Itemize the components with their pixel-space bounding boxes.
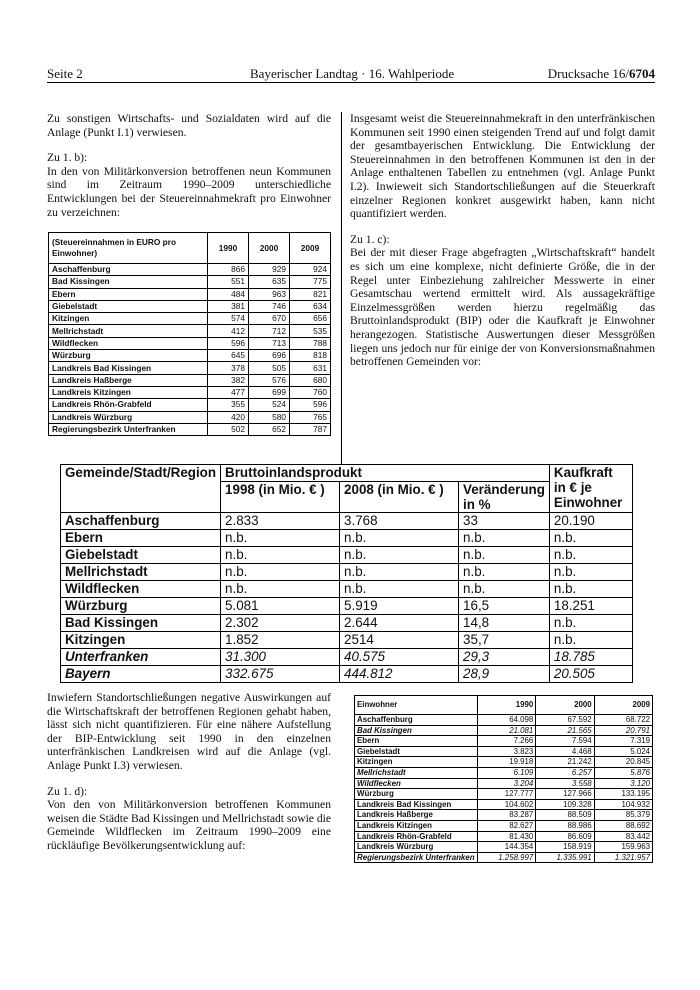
value-cell: 144.354 bbox=[478, 842, 536, 853]
row-label-cell: Kitzingen bbox=[61, 632, 221, 649]
value-cell: 699 bbox=[249, 386, 290, 398]
value-cell: n.b. bbox=[459, 530, 550, 547]
row-label-cell: Landkreis Bad Kissingen bbox=[49, 362, 208, 374]
table-row bbox=[61, 666, 633, 683]
value-cell: 1.321.957 bbox=[594, 852, 652, 863]
row-label-cell: Aschaffenburg bbox=[61, 513, 221, 530]
value-cell: 929 bbox=[249, 264, 290, 276]
value-cell: 16,5 bbox=[459, 598, 550, 615]
table-row bbox=[355, 842, 653, 853]
value-cell: 963 bbox=[249, 288, 290, 300]
section-heading: Zu 1. d): bbox=[47, 784, 88, 798]
value-cell: 696 bbox=[249, 350, 290, 362]
value-cell: n.b. bbox=[459, 564, 550, 581]
value-cell: 83.442 bbox=[594, 831, 652, 842]
value-cell: n.b. bbox=[549, 564, 632, 581]
value-cell: n.b. bbox=[459, 547, 550, 564]
value-cell: 85.379 bbox=[594, 810, 652, 821]
value-cell: 924 bbox=[290, 264, 331, 276]
value-cell: 86.609 bbox=[536, 831, 594, 842]
value-cell: 524 bbox=[249, 399, 290, 411]
value-cell: 5.024 bbox=[594, 746, 652, 757]
table-row bbox=[355, 746, 653, 757]
value-cell: 88.986 bbox=[536, 820, 594, 831]
table-header-cell: 1990 bbox=[478, 696, 536, 715]
value-cell: 444.812 bbox=[340, 666, 459, 683]
value-cell: n.b. bbox=[549, 547, 632, 564]
value-cell: 20.845 bbox=[594, 757, 652, 768]
value-cell: 378 bbox=[208, 362, 249, 374]
value-cell: n.b. bbox=[459, 581, 550, 598]
value-cell: n.b. bbox=[221, 547, 340, 564]
table-row bbox=[49, 264, 331, 276]
value-cell: n.b. bbox=[549, 632, 632, 649]
value-cell: n.b. bbox=[549, 581, 632, 598]
value-cell: 3.768 bbox=[340, 513, 459, 530]
table-header-row bbox=[355, 696, 653, 715]
value-cell: 535 bbox=[290, 325, 331, 337]
value-cell: 2.302 bbox=[221, 615, 340, 632]
table-row bbox=[49, 411, 331, 423]
value-cell: 4.468 bbox=[536, 746, 594, 757]
table-header-cell: Bruttoinlandsprodukt bbox=[221, 465, 550, 482]
row-label-cell: Bad Kissingen bbox=[355, 725, 478, 736]
table-row bbox=[49, 337, 331, 349]
table-row bbox=[355, 831, 653, 842]
table-row bbox=[355, 715, 653, 726]
value-cell: 788 bbox=[290, 337, 331, 349]
table-row bbox=[49, 399, 331, 411]
value-cell: 760 bbox=[290, 386, 331, 398]
value-cell: 83.287 bbox=[478, 810, 536, 821]
table-header-cell: 1990 bbox=[208, 233, 249, 264]
row-label-cell: Landkreis Haßberge bbox=[355, 810, 478, 821]
value-cell: 5.876 bbox=[594, 767, 652, 778]
value-cell: 67.592 bbox=[536, 715, 594, 726]
value-cell: 18.785 bbox=[549, 649, 632, 666]
table-header-cell: 2009 bbox=[594, 696, 652, 715]
value-cell: 645 bbox=[208, 350, 249, 362]
paragraph: Zu sonstigen Wirtschafts- und Sozialdaten wird auf die Anlage (Punkt I.1) verwiesen. bbox=[47, 112, 331, 139]
table-row bbox=[49, 386, 331, 398]
value-cell: 1.258.997 bbox=[478, 852, 536, 863]
table-row bbox=[61, 530, 633, 547]
value-cell: n.b. bbox=[549, 615, 632, 632]
value-cell: 656 bbox=[290, 313, 331, 325]
row-label-cell: Landkreis Würzburg bbox=[355, 842, 478, 853]
table-row bbox=[49, 300, 331, 312]
value-cell: 2.644 bbox=[340, 615, 459, 632]
value-cell: 20.505 bbox=[549, 666, 632, 683]
value-cell: 551 bbox=[208, 276, 249, 288]
table-row bbox=[49, 325, 331, 337]
value-cell: 14,8 bbox=[459, 615, 550, 632]
value-cell: n.b. bbox=[221, 581, 340, 598]
row-label-cell: Landkreis Kitzingen bbox=[355, 820, 478, 831]
row-label-cell: Unterfranken bbox=[61, 649, 221, 666]
value-cell: 332.675 bbox=[221, 666, 340, 683]
section-heading: Zu 1. c): bbox=[350, 232, 390, 246]
value-cell: 596 bbox=[290, 399, 331, 411]
table-row bbox=[355, 736, 653, 747]
value-cell: 631 bbox=[290, 362, 331, 374]
value-cell: 765 bbox=[290, 411, 331, 423]
table-header-cell: 1998 (in Mio. € ) bbox=[221, 482, 340, 513]
value-cell: 1.335.991 bbox=[536, 852, 594, 863]
value-cell: 18.251 bbox=[549, 598, 632, 615]
row-label-cell: Landkreis Bad Kissingen bbox=[355, 799, 478, 810]
value-cell: 7.266 bbox=[478, 736, 536, 747]
table-header-row bbox=[49, 233, 331, 264]
value-cell: n.b. bbox=[340, 530, 459, 547]
row-label-cell: Landkreis Haßberge bbox=[49, 374, 208, 386]
value-cell: 775 bbox=[290, 276, 331, 288]
value-cell: 381 bbox=[208, 300, 249, 312]
row-label-cell: Aschaffenburg bbox=[49, 264, 208, 276]
left-column bbox=[47, 112, 331, 231]
table-header-cell: Gemeinde/Stadt/Region bbox=[61, 465, 221, 513]
value-cell: 158.919 bbox=[536, 842, 594, 853]
value-cell: 680 bbox=[290, 374, 331, 386]
paragraph: Insgesamt weist die Steuereinnahmekraft in den unterfränkischen Kommunen seit 1990 einen steigenden Trend auf und folgt damit der gesamtbayerischen Entwicklung. Die Entwicklung der Steuereinnahmen in den betroffenen Kommunen ist den in der Anlage enthaltenen Tabellen zu entnehmen (vgl. Anlage Punkt I.2). Inwieweit sich Standortschließungen auf die Steuerkraft einzelner Regionen konkret ausgewirkt haben, kann nicht quantifiziert werden. bbox=[350, 112, 655, 221]
value-cell: 576 bbox=[249, 374, 290, 386]
value-cell: 104.932 bbox=[594, 799, 652, 810]
bottom-left-column bbox=[47, 691, 331, 865]
value-cell: 6.257 bbox=[536, 767, 594, 778]
value-cell: 159.963 bbox=[594, 842, 652, 853]
page-number: Seite 2 bbox=[47, 66, 83, 81]
gdp-table bbox=[60, 464, 633, 683]
row-label-cell: Würzburg bbox=[49, 350, 208, 362]
table-header-row bbox=[61, 465, 633, 482]
table-row bbox=[49, 350, 331, 362]
value-cell: 787 bbox=[290, 423, 331, 435]
row-label-cell: Bad Kissingen bbox=[49, 276, 208, 288]
value-cell: 712 bbox=[249, 325, 290, 337]
table-row bbox=[355, 778, 653, 789]
value-cell: 133.195 bbox=[594, 789, 652, 800]
table-header-cell: (Steuereinnahmen in EURO pro Einwohner) bbox=[49, 233, 208, 264]
value-cell: 127.777 bbox=[478, 789, 536, 800]
table-header-cell: 2000 bbox=[536, 696, 594, 715]
page-header bbox=[47, 66, 655, 83]
row-label-cell: Bayern bbox=[61, 666, 221, 683]
population-table bbox=[354, 695, 653, 863]
value-cell: 634 bbox=[290, 300, 331, 312]
table-row bbox=[355, 767, 653, 778]
row-label-cell: Ebern bbox=[49, 288, 208, 300]
table-header-cell: Kaufkraft in € je Einwohner bbox=[549, 465, 632, 513]
table-header-cell: 2008 (in Mio. € ) bbox=[340, 482, 459, 513]
value-cell: 104.602 bbox=[478, 799, 536, 810]
row-label-cell: Landkreis Rhön-Grabfeld bbox=[355, 831, 478, 842]
table-row bbox=[61, 632, 633, 649]
table-row bbox=[49, 423, 331, 435]
value-cell: 596 bbox=[208, 337, 249, 349]
row-label-cell: Bad Kissingen bbox=[61, 615, 221, 632]
section-heading: Zu 1. b): bbox=[47, 151, 88, 165]
value-cell: n.b. bbox=[549, 530, 632, 547]
table-row bbox=[49, 374, 331, 386]
value-cell: 82.627 bbox=[478, 820, 536, 831]
value-cell: 502 bbox=[208, 423, 249, 435]
value-cell: 88.509 bbox=[536, 810, 594, 821]
row-label-cell: Mellrichstadt bbox=[61, 564, 221, 581]
row-label-cell: Giebelstadt bbox=[49, 300, 208, 312]
row-label-cell: Mellrichstadt bbox=[49, 325, 208, 337]
value-cell: 505 bbox=[249, 362, 290, 374]
value-cell: n.b. bbox=[221, 564, 340, 581]
table-row bbox=[355, 757, 653, 768]
value-cell: 109.328 bbox=[536, 799, 594, 810]
value-cell: 81.430 bbox=[478, 831, 536, 842]
row-label-cell: Regierungsbezirk Unterfranken bbox=[355, 852, 478, 863]
table-row bbox=[49, 276, 331, 288]
value-cell: 21.081 bbox=[478, 725, 536, 736]
value-cell: 1.852 bbox=[221, 632, 340, 649]
row-label-cell: Ebern bbox=[355, 736, 478, 747]
value-cell: 818 bbox=[290, 350, 331, 362]
table-row bbox=[355, 820, 653, 831]
value-cell: 670 bbox=[249, 313, 290, 325]
row-label-cell: Landkreis Rhön-Grabfeld bbox=[49, 399, 208, 411]
table-row bbox=[49, 288, 331, 300]
value-cell: 40.575 bbox=[340, 649, 459, 666]
paragraph: Inwiefern Standortschließungen negative Auswirkungen auf die Wirtschaftskraft der betroffenen Regionen gehabt haben, lässt sich nicht quantifizieren. Für eine nähere Aufstellung der BIP-Entwicklung seit 1990 in den einzelnen unterfränkischen Landkreisen wird auf die Anlage (vgl. Anlage Punkt I.3) verwiesen. bbox=[47, 691, 331, 772]
table-row bbox=[49, 313, 331, 325]
table-row bbox=[355, 725, 653, 736]
value-cell: 866 bbox=[208, 264, 249, 276]
row-label-cell: Wildflecken bbox=[49, 337, 208, 349]
value-cell: 5.081 bbox=[221, 598, 340, 615]
value-cell: 580 bbox=[249, 411, 290, 423]
header-title: Bayerischer Landtag · 16. Wahlperiode bbox=[250, 66, 455, 81]
value-cell: 28,9 bbox=[459, 666, 550, 683]
row-label-cell: Wildflecken bbox=[355, 778, 478, 789]
value-cell: n.b. bbox=[340, 581, 459, 598]
value-cell: 420 bbox=[208, 411, 249, 423]
value-cell: 21.565 bbox=[536, 725, 594, 736]
value-cell: 7.319 bbox=[594, 736, 652, 747]
value-cell: 35,7 bbox=[459, 632, 550, 649]
row-label-cell: Mellrichstadt bbox=[355, 767, 478, 778]
row-label-cell: Aschaffenburg bbox=[355, 715, 478, 726]
value-cell: 382 bbox=[208, 374, 249, 386]
table-header-cell: Veränderung in % bbox=[459, 482, 550, 513]
table-row bbox=[61, 615, 633, 632]
value-cell: 7.594 bbox=[536, 736, 594, 747]
row-label-cell: Giebelstadt bbox=[61, 547, 221, 564]
right-column bbox=[350, 112, 655, 381]
table-row bbox=[61, 513, 633, 530]
value-cell: 477 bbox=[208, 386, 249, 398]
value-cell: 3.204 bbox=[478, 778, 536, 789]
table-row bbox=[49, 362, 331, 374]
value-cell: 484 bbox=[208, 288, 249, 300]
value-cell: 412 bbox=[208, 325, 249, 337]
value-cell: 20.190 bbox=[549, 513, 632, 530]
value-cell: 652 bbox=[249, 423, 290, 435]
table-header-cell: 2000 bbox=[249, 233, 290, 264]
table-row bbox=[355, 799, 653, 810]
row-label-cell: Kitzingen bbox=[355, 757, 478, 768]
table-row bbox=[61, 547, 633, 564]
table-row bbox=[61, 581, 633, 598]
value-cell: 3.120 bbox=[594, 778, 652, 789]
value-cell: 2514 bbox=[340, 632, 459, 649]
value-cell: 64.098 bbox=[478, 715, 536, 726]
table-row bbox=[355, 789, 653, 800]
value-cell: 20.791 bbox=[594, 725, 652, 736]
value-cell: 3.823 bbox=[478, 746, 536, 757]
table-row bbox=[61, 649, 633, 666]
tax-revenue-table bbox=[48, 232, 331, 436]
value-cell: 821 bbox=[290, 288, 331, 300]
table-row bbox=[355, 810, 653, 821]
table-header-cell: Einwohner bbox=[355, 696, 478, 715]
value-cell: 127.966 bbox=[536, 789, 594, 800]
row-label-cell: Würzburg bbox=[355, 789, 478, 800]
row-label-cell: Landkreis Würzburg bbox=[49, 411, 208, 423]
value-cell: 713 bbox=[249, 337, 290, 349]
value-cell: 574 bbox=[208, 313, 249, 325]
value-cell: 6.109 bbox=[478, 767, 536, 778]
value-cell: 355 bbox=[208, 399, 249, 411]
value-cell: 21.242 bbox=[536, 757, 594, 768]
row-label-cell: Wildflecken bbox=[61, 581, 221, 598]
value-cell: 33 bbox=[459, 513, 550, 530]
value-cell: 88.692 bbox=[594, 820, 652, 831]
row-label-cell: Landkreis Kitzingen bbox=[49, 386, 208, 398]
row-label-cell: Regierungsbezirk Unterfranken bbox=[49, 423, 208, 435]
table-row bbox=[355, 852, 653, 863]
document-number: Drucksache 16/6704 bbox=[547, 66, 655, 81]
table-header-cell: 2009 bbox=[290, 233, 331, 264]
paragraph: Bei der mit dieser Frage abgefragten „Wirtschaftskraft“ handelt es sich um eine komplexe, nicht definierte Größe, die in der Regel unter Einbeziehung zahlreicher Messwerte in einer Gesamtschau wertend ermittelt wird. Als aussagekräftige Einzelmessgrößen werden hierzu regelmäßig das Bruttoinlandsprodukt (BIP) oder die Kaufkraft je Einwohner herangezogen. Statistische Auswertungen dieser Messgrößen liegen uns jedoch nur für einige der von Konversionsmaßnahmen betroffenen Gemeinden vor: bbox=[350, 246, 655, 369]
column-divider bbox=[341, 112, 342, 464]
value-cell: 19.918 bbox=[478, 757, 536, 768]
value-cell: 29,3 bbox=[459, 649, 550, 666]
value-cell: 3.558 bbox=[536, 778, 594, 789]
value-cell: 5.919 bbox=[340, 598, 459, 615]
value-cell: n.b. bbox=[221, 530, 340, 547]
value-cell: 31.300 bbox=[221, 649, 340, 666]
table-row bbox=[61, 598, 633, 615]
row-label-cell: Würzburg bbox=[61, 598, 221, 615]
table-row bbox=[61, 564, 633, 581]
value-cell: 746 bbox=[249, 300, 290, 312]
value-cell: n.b. bbox=[340, 547, 459, 564]
row-label-cell: Kitzingen bbox=[49, 313, 208, 325]
value-cell: 68.722 bbox=[594, 715, 652, 726]
row-label-cell: Giebelstadt bbox=[355, 746, 478, 757]
value-cell: n.b. bbox=[340, 564, 459, 581]
value-cell: 2.833 bbox=[221, 513, 340, 530]
value-cell: 635 bbox=[249, 276, 290, 288]
paragraph: Von den von Militärkonversion betroffenen Kommunen weisen die Städte Bad Kissingen und Mellrichstadt sowie die Gemeinde Wildflecken im Zeitraum 1990–2009 eine rückläufige Bevölkerungsentwicklung auf: bbox=[47, 798, 331, 852]
row-label-cell: Ebern bbox=[61, 530, 221, 547]
paragraph: In den von Militärkonversion betroffenen neun Kommunen sind im Zeitraum 1990–2009 unterschiedliche Entwicklungen bei der Steuereinnahmekraft pro Einwohner zu verzeichnen: bbox=[47, 164, 331, 219]
